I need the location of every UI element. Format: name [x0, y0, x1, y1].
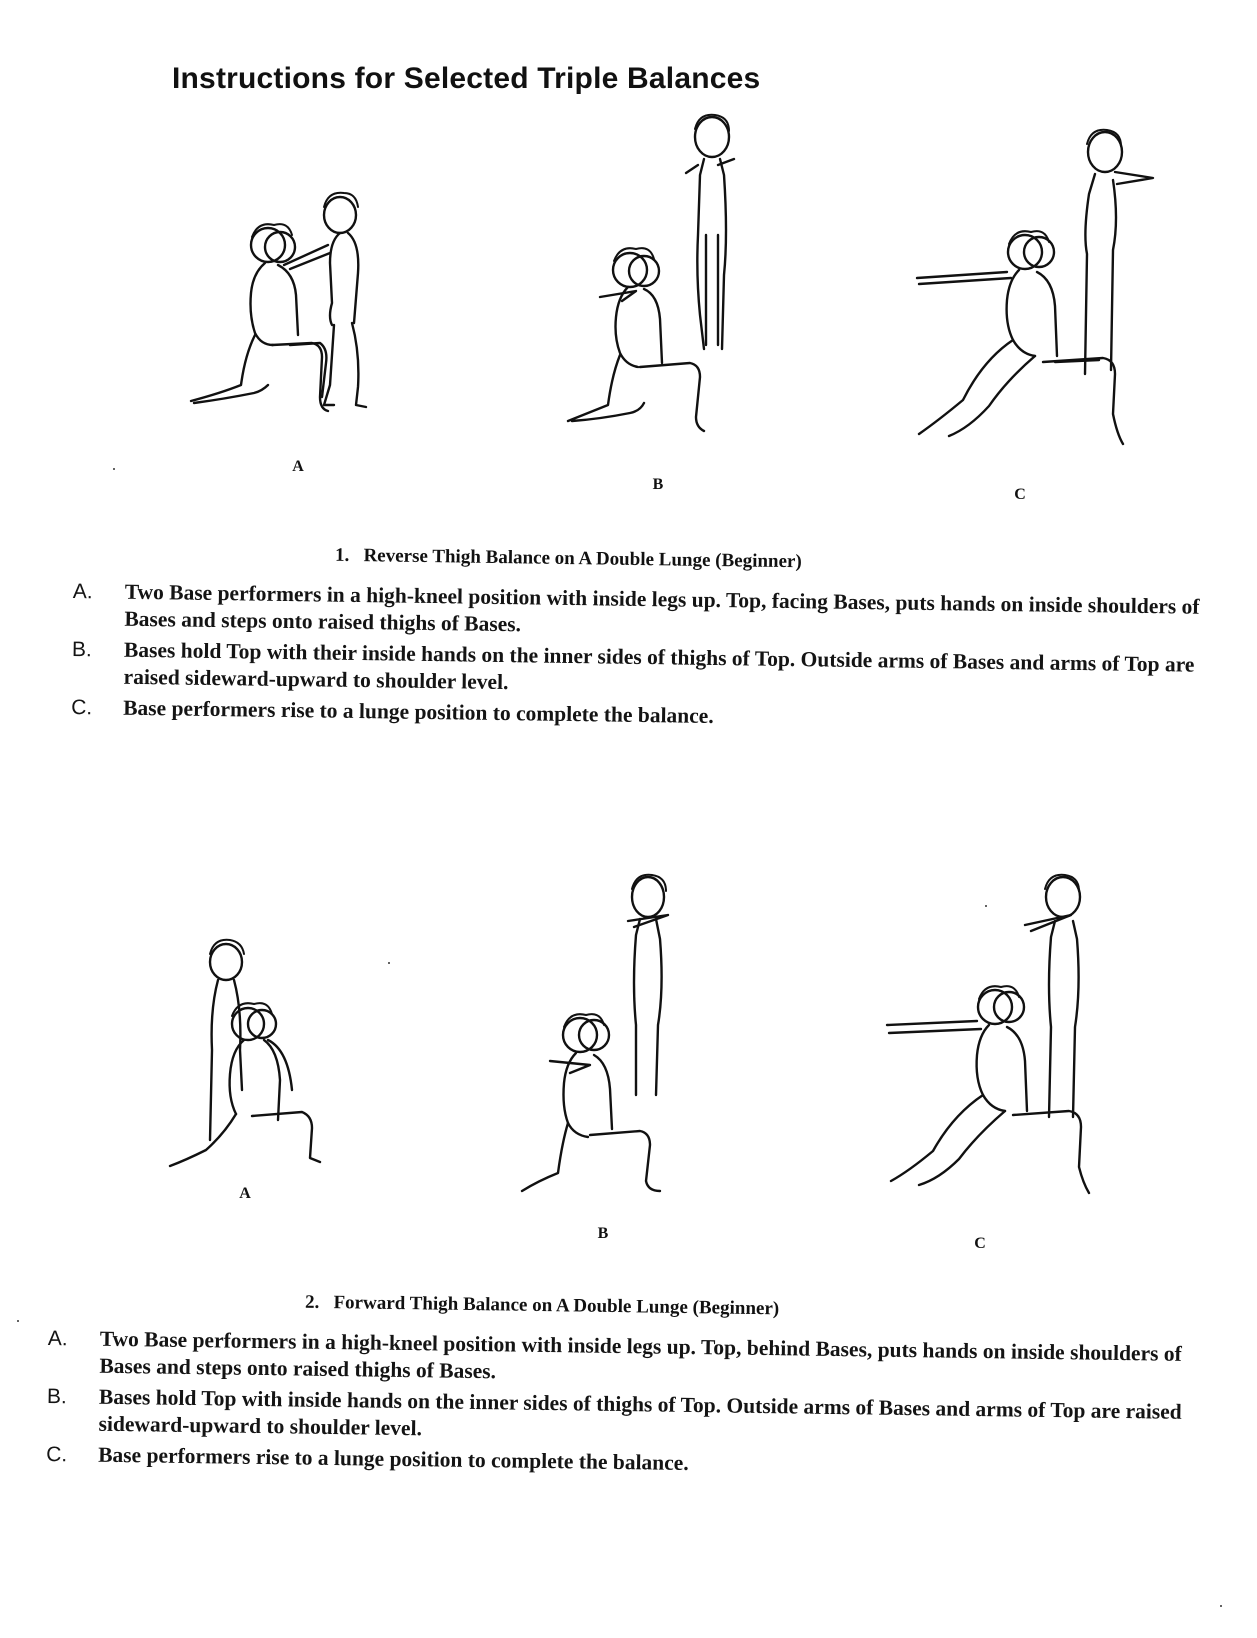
illustration-2b: [520, 875, 690, 1205]
section-title-1: Reverse Thigh Balance on A Double Lunge (Beginner): [363, 545, 802, 573]
scan-speck: [1220, 1605, 1222, 1607]
step-text: Bases hold Top with inside hands on the inner sides of thighs of Top. Outside arms of Bases and arms of Top are raised sideward-upward to shoulder level.: [98, 1384, 1182, 1441]
section-number-2: 2.: [304, 1291, 320, 1313]
illustration-1a: [180, 195, 400, 435]
scan-speck: [388, 962, 390, 964]
scan-speck: [113, 468, 115, 470]
illustration-1c: [915, 130, 1155, 460]
step-letter: B.: [71, 637, 93, 662]
section-heading-1: [335, 545, 802, 574]
step-letter: C.: [46, 1442, 68, 1467]
document-title: Instructions for Selected Triple Balances: [172, 62, 761, 95]
steps-list-1: [71, 578, 1238, 741]
step-text: Base performers rise to a lunge position to complete the balance.: [123, 695, 714, 728]
illustration-2a: [168, 940, 328, 1180]
step-text: Two Base performers in a high-kneel position with inside legs up. Top, behind Bases, puts hands on inside shoulders of Bases and steps onto raised thighs of Bases.: [99, 1326, 1182, 1384]
step-letter: C.: [71, 695, 93, 720]
panel-label-1b: B: [652, 476, 664, 493]
section-title-2: Forward Thigh Balance on A Double Lunge (Beginner): [333, 1292, 780, 1320]
steps-list-2: [46, 1325, 1228, 1488]
section-heading-2: [305, 1292, 779, 1321]
step-letter: A.: [72, 579, 93, 604]
section-number-1: 1.: [334, 544, 350, 566]
step-text: Base performers rise to a lunge position to complete the balance.: [98, 1442, 689, 1475]
step-text: Bases hold Top with their inside hands on the inner sides of thighs of Top. Outside arms of Bases and arms of Top are raised sideward-upward to shoulder level.: [123, 637, 1195, 695]
step-letter: A.: [47, 1326, 68, 1351]
panel-label-2b: B: [597, 1225, 609, 1242]
panel-label-1c: C: [1014, 486, 1026, 503]
panel-label-2c: C: [974, 1235, 986, 1252]
scan-speck: [985, 905, 987, 907]
panel-label-1a: A: [292, 458, 304, 475]
scan-speck: [17, 1320, 19, 1322]
step-text: Two Base performers in a high-kneel position with inside legs up. Top, facing Bases, puts hands on inside shoulders of Bases and steps onto raised thighs of Bases.: [124, 579, 1200, 637]
step-letter: B.: [46, 1384, 68, 1409]
illustration-1b: [570, 115, 780, 450]
illustration-2c: [885, 875, 1115, 1205]
panel-label-2a: A: [239, 1185, 251, 1202]
